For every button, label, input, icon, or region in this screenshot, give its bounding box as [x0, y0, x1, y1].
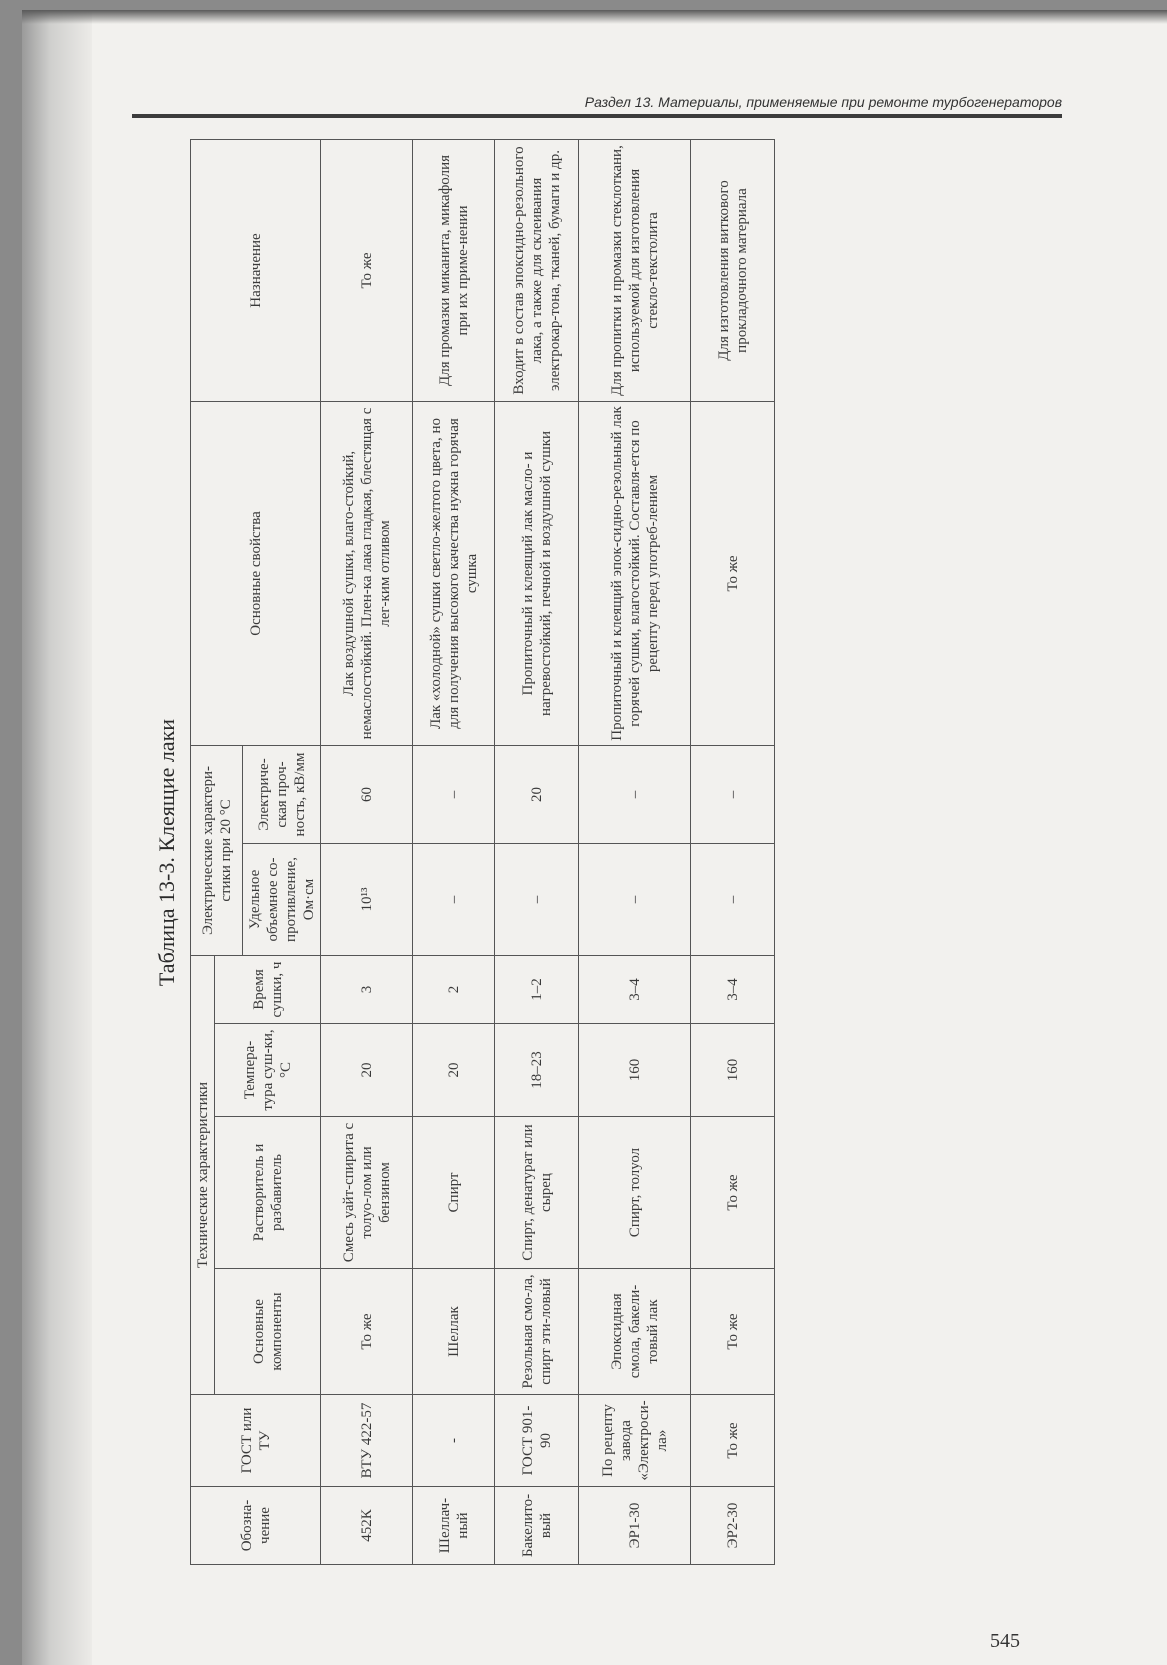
- cell-properties: Лак «холодной» сушки светло-желтого цвета, но для получения высокого качества нужна горячая сушка: [413, 401, 495, 745]
- cell-designation: Бакелито-вый: [495, 1487, 579, 1565]
- running-head: Раздел 13. Материалы, применяемые при ремонте турбогенераторов: [584, 94, 1062, 110]
- cell-time: 3–4: [579, 955, 691, 1023]
- cell-designation: Шеллач-ный: [413, 1487, 495, 1565]
- cell-purpose: Для промазки миканита, микафолия при их приме-нении: [413, 139, 495, 401]
- header-properties: Основные свойства: [191, 401, 321, 745]
- header-temperature: Темпера-тура суш-ки, °С: [215, 1024, 321, 1117]
- cell-resistivity: –: [413, 843, 495, 955]
- header-resistivity: Удельное объемное со-противление, Ом·см: [243, 843, 321, 955]
- cell-solvent: Спирт: [413, 1117, 495, 1269]
- header-strength: Электриче-ская проч-ность, кВ/мм: [243, 745, 321, 843]
- cell-purpose: Для изготовления виткового прокладочного материала: [691, 139, 775, 401]
- cell-gost: По рецепту завода «Электроси-ла»: [579, 1395, 691, 1487]
- cell-solvent: Смесь уайт-спирита с толуо-лом или бензином: [321, 1117, 413, 1269]
- cell-properties: Пропиточный и клеящий эпок-сидно-резольный лак горячей сушки, влагостойкий. Составля-ется по рецепту перед употреб-лением: [579, 401, 691, 745]
- cell-components: Шеллак: [413, 1269, 495, 1395]
- cell-temperature: 20: [321, 1024, 413, 1117]
- header-rule: [132, 114, 1062, 118]
- table-row: [495, 139, 579, 1564]
- cell-strength: –: [691, 745, 775, 843]
- cell-components: То же: [321, 1269, 413, 1395]
- cell-strength: 60: [321, 745, 413, 843]
- varnish-table: [190, 139, 775, 1565]
- header-designation: Обозна-чение: [191, 1487, 321, 1565]
- cell-designation: 452К: [321, 1487, 413, 1565]
- cell-gost: -: [413, 1395, 495, 1487]
- header-solvent: Растворитель и разбавитель: [215, 1117, 321, 1269]
- cell-designation: ЭР1-30: [579, 1487, 691, 1565]
- cell-strength: –: [413, 745, 495, 843]
- book-spine-shadow: [22, 10, 92, 1665]
- cell-components: То же: [691, 1269, 775, 1395]
- top-edge-shadow: [22, 10, 1167, 24]
- cell-purpose: Для пропитки и промазки стеклоткани, используемой для изготовления стекло-текстолита: [579, 139, 691, 401]
- cell-properties: Пропиточный и клеящий лак масло- и нагревостойкий, печной и воздушной сушки: [495, 401, 579, 745]
- cell-resistivity: –: [495, 843, 579, 955]
- cell-purpose: Входит в состав эпоксидно-резольного лака, а также для склеивания электрокар-тона, тканей, бумаги и др.: [495, 139, 579, 401]
- cell-temperature: 160: [579, 1024, 691, 1117]
- header-gost: ГОСТ или ТУ: [191, 1395, 321, 1487]
- cell-gost: ВТУ 422-57: [321, 1395, 413, 1487]
- cell-solvent: Спирт, денатурат или сырец: [495, 1117, 579, 1269]
- cell-strength: 20: [495, 745, 579, 843]
- header-components: Основные компоненты: [215, 1269, 321, 1395]
- cell-solvent: То же: [691, 1117, 775, 1269]
- cell-time: 1–2: [495, 955, 579, 1023]
- cell-time: 3: [321, 955, 413, 1023]
- cell-solvent: Спирт, толуол: [579, 1117, 691, 1269]
- header-time: Время сушки, ч: [215, 955, 321, 1023]
- cell-temperature: 18–23: [495, 1024, 579, 1117]
- header-technical: Технические характеристики: [191, 955, 215, 1394]
- table-row: [579, 139, 691, 1564]
- cell-resistivity: –: [579, 843, 691, 955]
- cell-temperature: 20: [413, 1024, 495, 1117]
- cell-gost: То же: [691, 1395, 775, 1487]
- page-number: 545: [990, 1630, 1020, 1652]
- cell-components: Резольная смо-ла, спирт эти-ловый: [495, 1269, 579, 1395]
- table-row: [321, 139, 413, 1564]
- cell-strength: –: [579, 745, 691, 843]
- cell-properties: Лак воздушной сушки, влаго-стойкий, немаслостойкий. Плен-ка лака гладкая, блестящая с лег-ким отливом: [321, 401, 413, 745]
- cell-time: 3–4: [691, 955, 775, 1023]
- header-electrical: Электрические характери-стики при 20 °С: [191, 745, 243, 955]
- cell-components: Эпоксидная смола, бакели-товый лак: [579, 1269, 691, 1395]
- header-purpose: Назначение: [191, 139, 321, 401]
- cell-properties: То же: [691, 401, 775, 745]
- rotated-table-region: [150, 140, 785, 1565]
- table-row: [413, 139, 495, 1564]
- cell-time: 2: [413, 955, 495, 1023]
- cell-resistivity: –: [691, 843, 775, 955]
- cell-designation: ЭР2-30: [691, 1487, 775, 1565]
- cell-gost: ГОСТ 901-90: [495, 1395, 579, 1487]
- cell-purpose: То же: [321, 139, 413, 401]
- cell-temperature: 160: [691, 1024, 775, 1117]
- cell-resistivity: 10¹³: [321, 843, 413, 955]
- table-title: Таблица 13-3. Клеящие лаки: [154, 718, 179, 987]
- table-row: [691, 139, 775, 1564]
